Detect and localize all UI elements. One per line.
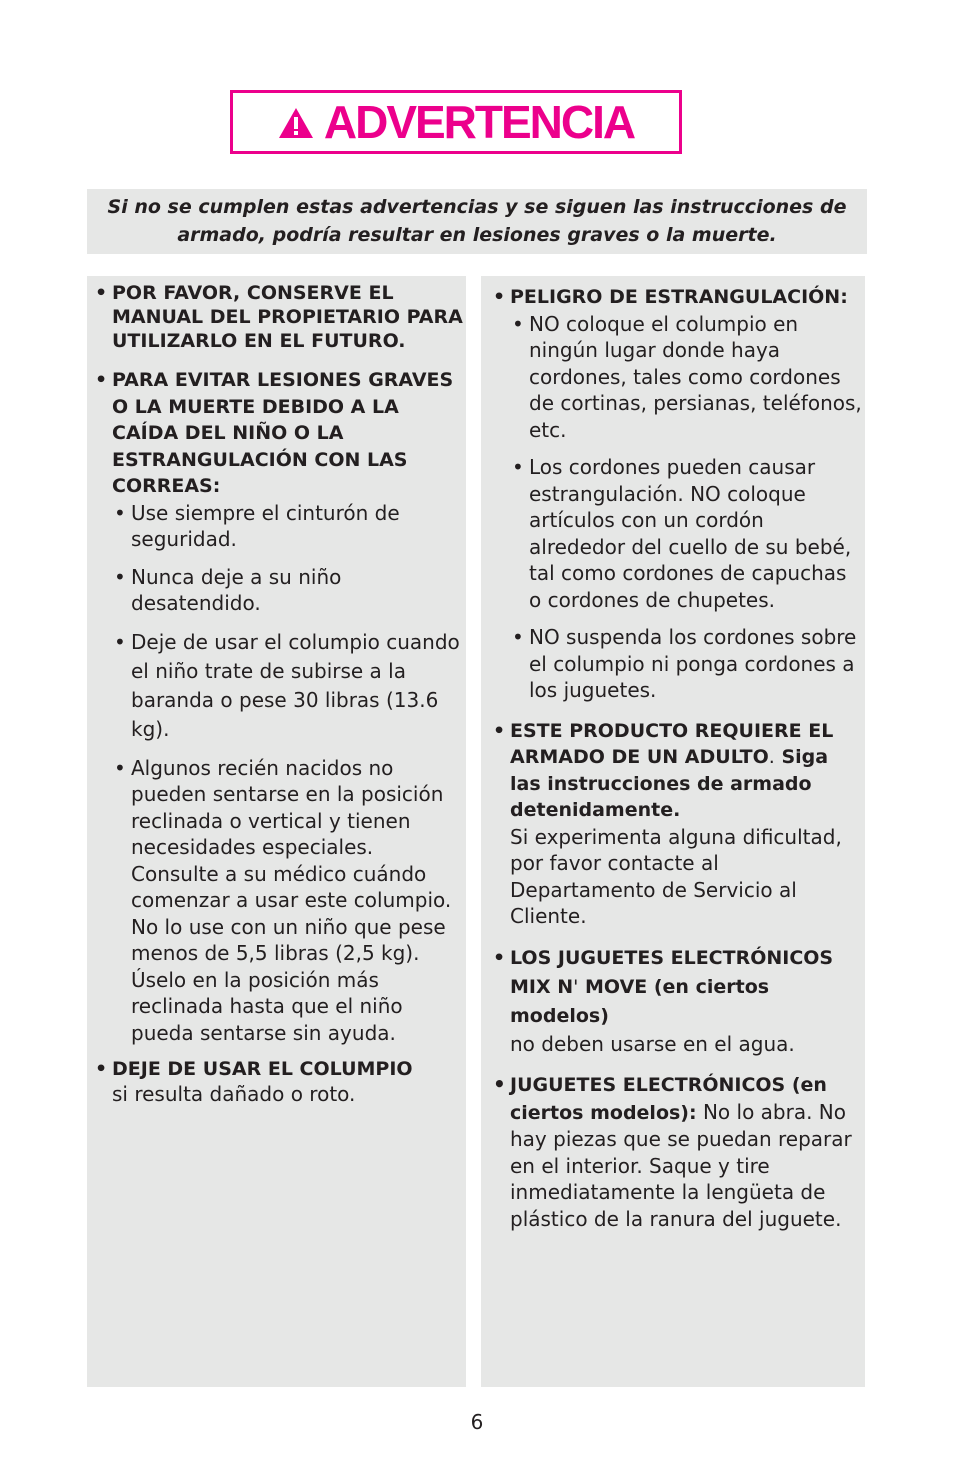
right-item-adult-assembly: • ESTE PRODUCTO REQUIERE EL ARMADO DE UN ADULTO. Siga las instrucciones de armado detenidamente. Si experimenta alguna dificultad, por favor contacte al Departamento de Servicio al Cliente. [493, 718, 865, 930]
item-heading: DEJE DE USAR EL COLUMPIO [112, 1058, 413, 1080]
warning-header [230, 90, 682, 154]
left-column [87, 276, 466, 1387]
warning-title: ADVERTENCIA [323, 96, 635, 148]
sub-item: • Nunca deje a su niño desatendido. [114, 564, 342, 615]
intro-banner: Si no se cumplen estas advertencias y se siguen las instrucciones de armado, podría resultar en lesiones graves o la muerte. [87, 189, 867, 254]
item-heading: ESTE PRODUCTO REQUIERE EL ARMADO DE UN ADULTO [510, 719, 834, 768]
sub-item: • Algunos recién nacidos no pueden sentarse en la posición reclinada o vertical y tienen necesidades especiales. Consulte a su médico cuándo comenzar a usar este columpio. No lo use con un niño que pese menos de 5,5 libras (2,5 kg). Úselo en la posición más reclinada hasta que el niño pueda sentarse sin ayuda. [114, 755, 452, 1045]
page-number: 6 [470, 1410, 484, 1434]
item-body: Si experimenta alguna dificultad, por favor contacte al Departamento de Servicio al Cliente. [510, 824, 842, 928]
right-item-mix-n-move: • LOS JUGUETES ELECTRÓNICOS MIX N' MOVE (en ciertos modelos) no deben usarse en el agua. [493, 944, 865, 1058]
item-heading: LOS JUGUETES ELECTRÓNICOS MIX N [510, 946, 834, 998]
item-body: no deben usarse en el agua. [510, 1031, 795, 1056]
item-heading: PELIGRO DE ESTRANGULACIÓN: [510, 286, 848, 308]
right-column [481, 276, 865, 1387]
item-heading-2: MOVE (en ciertos modelos) [510, 975, 770, 1027]
sub-item: • Los cordones pueden causar estrangulación. NO coloque artículos con un cordón alrededor del cuello de su bebé, tal como cordones de capuchas o cordones de chupetes. [512, 455, 852, 612]
item-body: si resulta dañado o roto. [112, 1082, 356, 1106]
right-item-strangulation: • PELIGRO DE ESTRANGULACIÓN: • NO coloque el columpio en ningún lugar donde haya cordones, tales como cordones de cortinas, persianas, teléfonos, etc. • Los cordones pueden causar estrangulación. NO coloque artículos con un cordón alrededor del cuello de su bebé, tal como cordones de capuchas o cordones de chupetes. • NO suspenda los cordones sobre el columpio ni ponga cordones a los juguetes. [493, 284, 865, 704]
item-heading: POR FAVOR, CONSERVE EL MANUAL DEL PROPIETARIO PARA UTILIZARLO EN EL FUTURO. [112, 282, 463, 352]
warning-triangle-icon [278, 107, 314, 139]
sub-item: • Use siempre el cinturón de seguridad. [114, 500, 400, 551]
item-heading: JUGUETES ELECTRÓNICOS (en ciertos modelos): [510, 1074, 827, 1124]
left-item-conserve: • POR FAVOR, CONSERVE EL MANUAL DEL PROPIETARIO PARA UTILIZARLO EN EL FUTURO. [95, 282, 463, 352]
sub-item: • NO suspenda los cordones sobre el columpio ni ponga cordones a los juguetes. [512, 625, 857, 702]
item-heading: PARA EVITAR LESIONES GRAVES O LA MUERTE DEBIDO A LA CAÍDA DEL NIÑO O LA ESTRANGULACIÓN CON LAS CORREAS: [112, 369, 454, 497]
sub-item: • NO coloque el columpio en ningún lugar donde haya cordones, tales como cordones de cortinas, persianas, teléfonos, etc. [512, 311, 862, 442]
item-heading-2: Siga las instrucciones de armado detenidamente. [510, 746, 829, 821]
right-item-electronic-toys: • JUGUETES ELECTRÓNICOS (en ciertos modelos): No lo abra. No hay piezas que se puedan reparar en el interior. Saque y tire inmediatamente la lengüeta de plástico de la ranura del juguete. [493, 1072, 852, 1231]
left-item-stop-use: • DEJE DE USAR EL COLUMPIO si resulta dañado o roto. [95, 1057, 466, 1108]
sub-item: • Deje de usar el columpio cuando el niño trate de subirse a la baranda o pese 30 libras (13.6 kg). [114, 629, 460, 741]
left-item-prevent-injury: • PARA EVITAR LESIONES GRAVES O LA MUERTE DEBIDO A LA CAÍDA DEL NIÑO O LA ESTRANGULACIÓN CON LAS CORREAS: • Use siempre el cinturón de seguridad. • Nunca deje a su niño desatendido. • Deje de usar el columpio cuando el niño trate de subirse a la baranda o pese 30 libras (13.6 kg). • Algunos recién nacidos no pueden sentarse en la posición reclinada o vertical y tienen necesidades especiales. Consulte a su médico cuándo comenzar a usar este columpio. No lo use con un niño que pese menos de 5,5 libras (2,5 kg). Úselo en la posición más reclinada hasta que el niño pueda sentarse sin ayuda. [95, 367, 466, 1046]
item-body: No lo abra. No hay piezas que se puedan reparar en el interior. Saque y tire inmediatamente la lengüeta de plástico de la ranura del juguete. [510, 1099, 852, 1231]
